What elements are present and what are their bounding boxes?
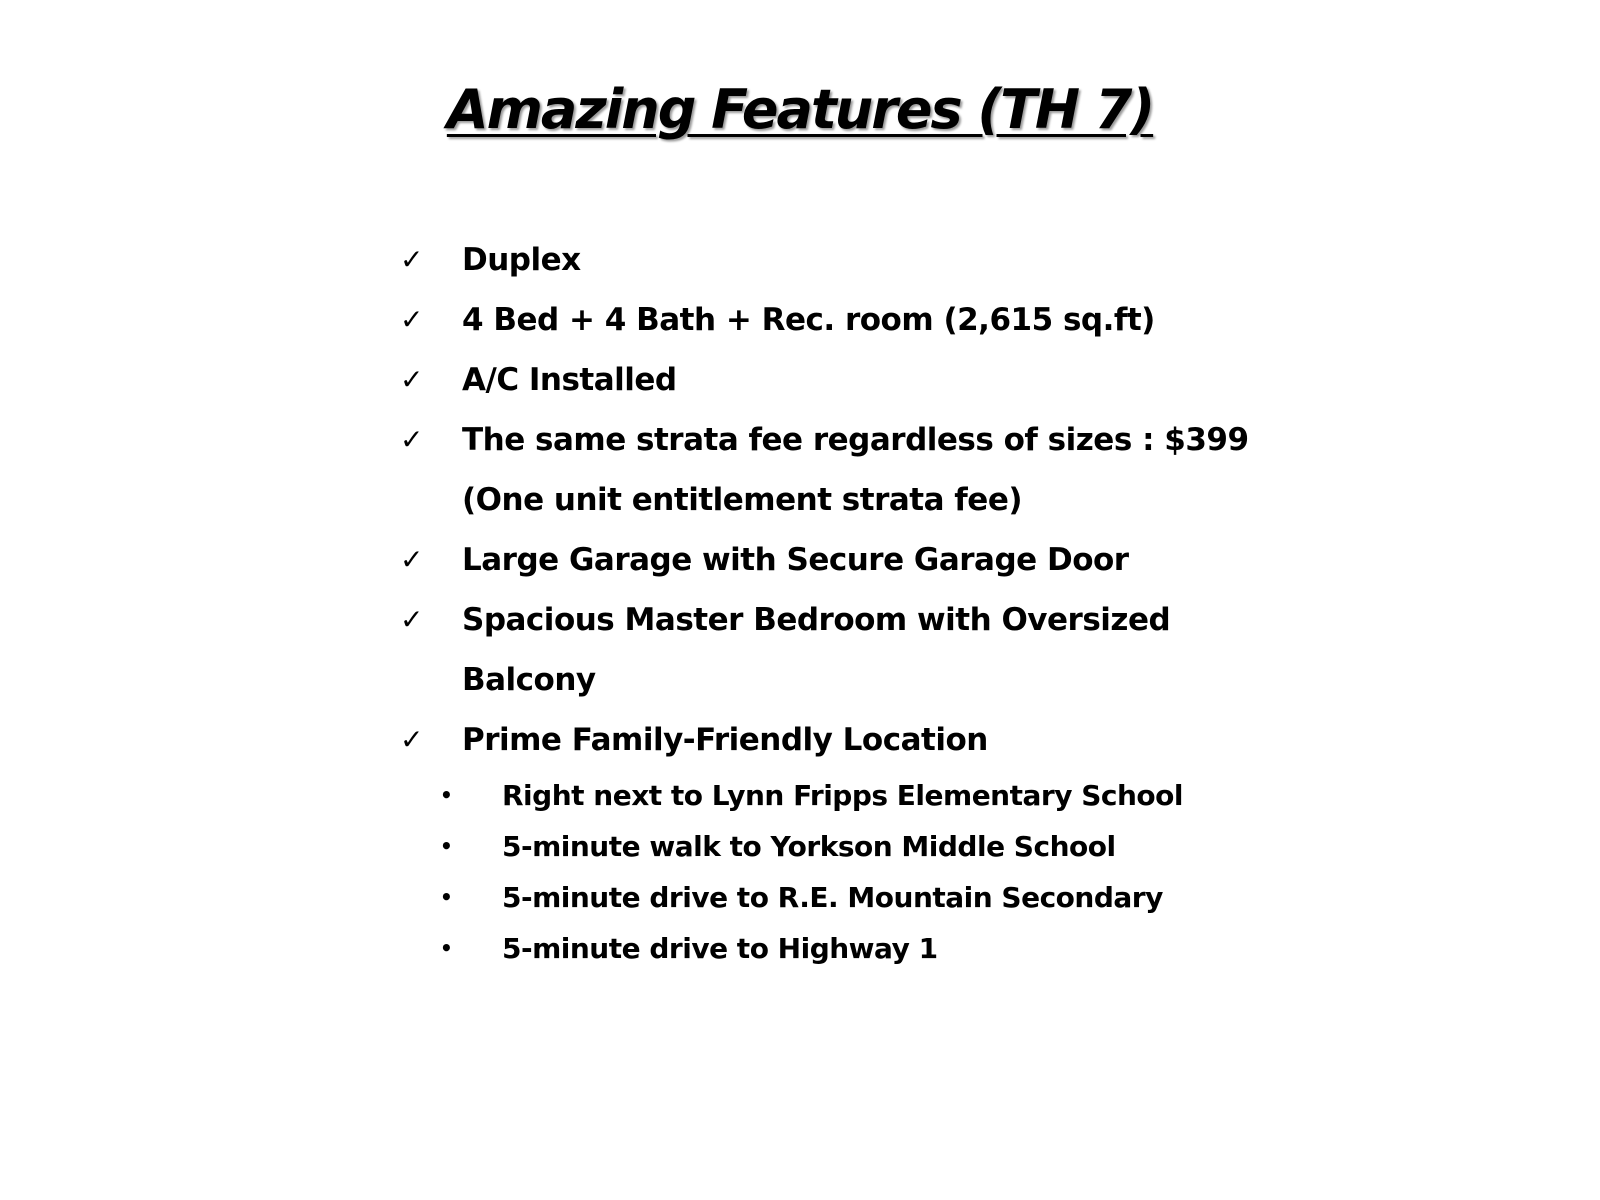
checkmark-icon: ✓ bbox=[400, 363, 423, 396]
feature-text-continued: (One unit entitlement strata fee) bbox=[462, 482, 1023, 518]
bullet-icon: • bbox=[440, 885, 453, 909]
feature-item bbox=[400, 290, 1300, 350]
checkmark-icon: ✓ bbox=[400, 243, 423, 276]
feature-text: Spacious Master Bedroom with Oversized bbox=[462, 602, 1171, 638]
location-detail-item bbox=[440, 821, 1340, 872]
location-detail-text: 5-minute drive to R.E. Mountain Secondary bbox=[502, 881, 1163, 914]
checkmark-icon: ✓ bbox=[400, 303, 423, 336]
checkmark-icon: ✓ bbox=[400, 423, 423, 456]
checkmark-icon: ✓ bbox=[400, 603, 423, 636]
checkmark-icon: ✓ bbox=[400, 723, 423, 756]
location-detail-list bbox=[440, 770, 1340, 974]
feature-text-continued: Balcony bbox=[462, 662, 596, 698]
page-title: Amazing Features (TH 7) bbox=[446, 78, 1154, 141]
feature-text: Large Garage with Secure Garage Door bbox=[462, 542, 1129, 578]
feature-text: Prime Family-Friendly Location bbox=[462, 722, 988, 758]
feature-item bbox=[400, 410, 1300, 530]
location-detail-text: 5-minute walk to Yorkson Middle School bbox=[502, 830, 1116, 863]
bullet-icon: • bbox=[440, 834, 453, 858]
feature-item bbox=[400, 230, 1300, 290]
feature-text: Duplex bbox=[462, 242, 581, 278]
location-detail-item bbox=[440, 872, 1340, 923]
location-detail-text: Right next to Lynn Fripps Elementary School bbox=[502, 779, 1183, 812]
feature-item bbox=[400, 350, 1300, 410]
checkmark-icon: ✓ bbox=[400, 543, 423, 576]
feature-item bbox=[400, 710, 1300, 770]
bullet-icon: • bbox=[440, 783, 453, 807]
feature-text: 4 Bed + 4 Bath + Rec. room (2,615 sq.ft) bbox=[462, 302, 1155, 338]
feature-item bbox=[400, 530, 1300, 590]
location-detail-item bbox=[440, 923, 1340, 974]
location-detail-item bbox=[440, 770, 1340, 821]
bullet-icon: • bbox=[440, 936, 453, 960]
location-detail-text: 5-minute drive to Highway 1 bbox=[502, 932, 938, 965]
feature-text: The same strata fee regardless of sizes : $399 bbox=[462, 422, 1249, 458]
feature-item bbox=[400, 590, 1300, 710]
feature-list bbox=[400, 230, 1300, 974]
location-details bbox=[400, 770, 1300, 974]
feature-text: A/C Installed bbox=[462, 362, 677, 398]
